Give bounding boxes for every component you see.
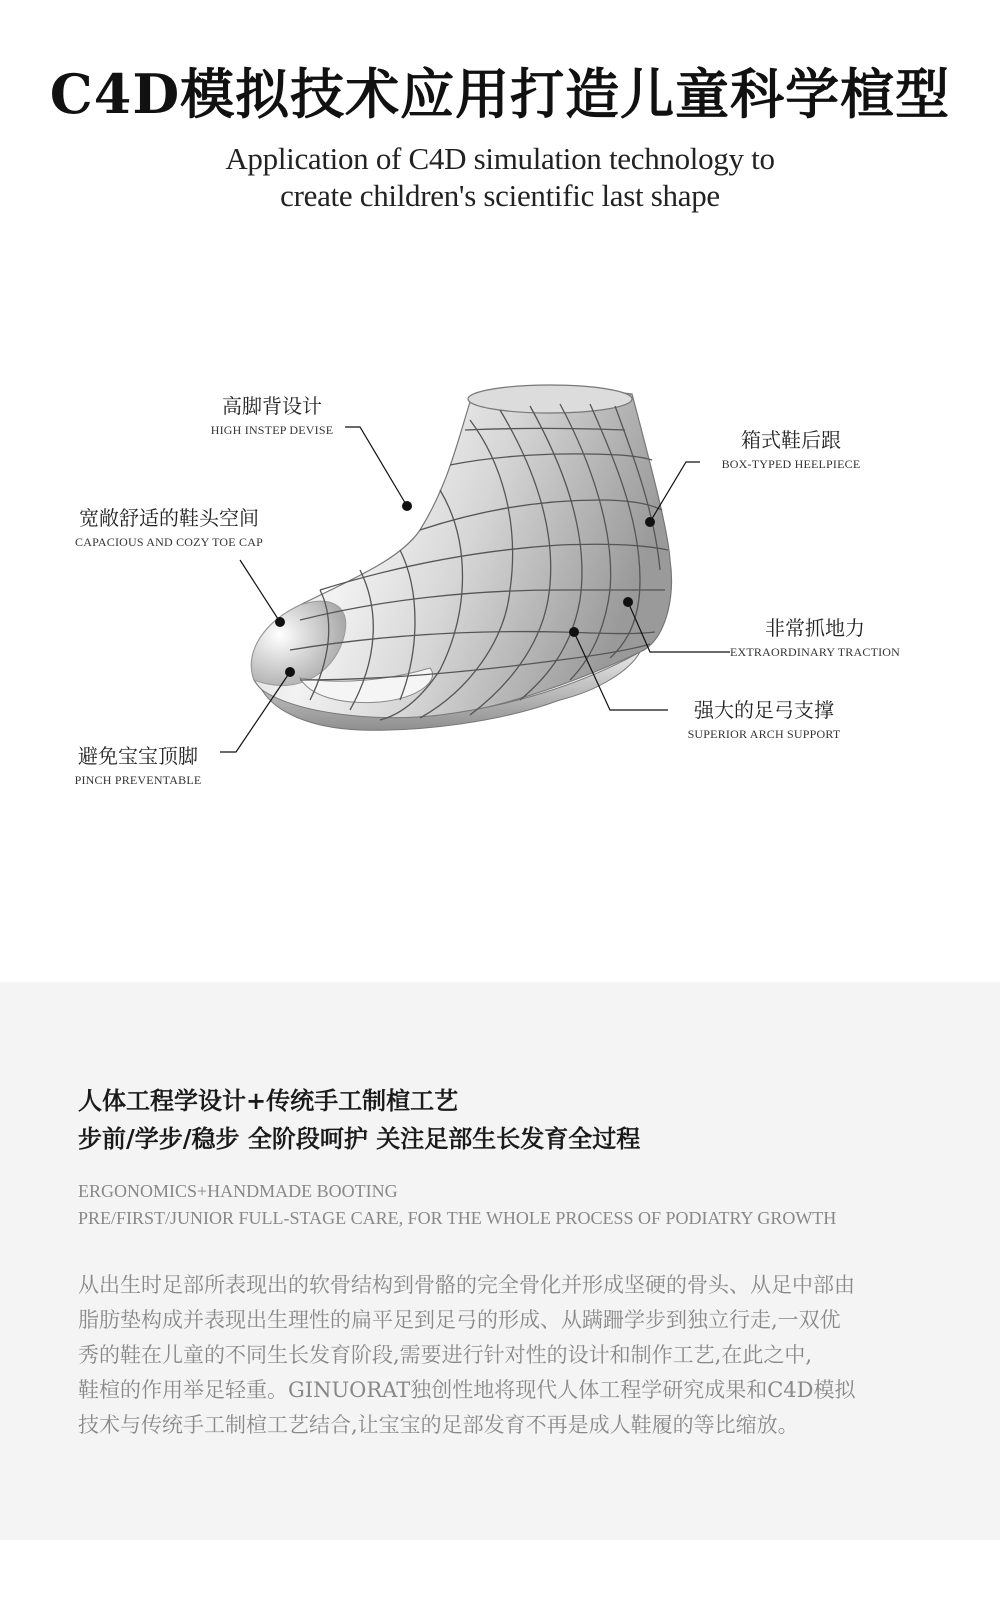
body-line: 脂肪垫构成并表现出生理性的扁平足到足弓的形成、从蹒跚学步到独立行走,一双优 [78, 1308, 841, 1332]
body-line: 秀的鞋在儿童的不同生长发育阶段,需要进行针对性的设计和制作工艺,在此之中, [78, 1343, 813, 1367]
callout-heel-en: BOX-TYPED HEELPIECE [721, 457, 861, 471]
callout-traction-cn: 非常抓地力 [765, 616, 865, 640]
panel-heading-line-1: 人体工程学设计+传统手工制楦工艺 [78, 1086, 459, 1115]
panel-sub-line-2: PRE/FIRST/JUNIOR FULL-STAGE CARE, FOR THE WHOLE PROCESS OF PODIATRY GROWTH [78, 1208, 837, 1228]
dot-pinch [285, 667, 295, 677]
body-line: 技术与传统手工制楦工艺结合,让宝宝的足部发育不再是成人鞋履的等比缩放。 [78, 1413, 799, 1437]
dot-toe [275, 617, 285, 627]
callout-toe-cap-en: CAPACIOUS AND COZY TOE CAP [75, 535, 263, 549]
last-top-opening [468, 385, 632, 413]
callout-pinch-cn: 避免宝宝顶脚 [78, 744, 198, 768]
dot-arch [569, 627, 579, 637]
shoe-last-illustration [0, 260, 1000, 900]
callout-arch-cn: 强大的足弓支撑 [694, 698, 834, 722]
dot-heel [645, 517, 655, 527]
callout-traction-en: EXTRAORDINARY TRACTION [729, 645, 901, 659]
callout-arch [678, 694, 850, 742]
panel-body-text [78, 1268, 948, 1443]
panel-sub-line-1: ERGONOMICS+HANDMADE BOOTING [78, 1181, 398, 1201]
dot-instep [402, 501, 412, 511]
panel-heading [78, 1082, 640, 1158]
page-subtitle [150, 140, 850, 214]
callout-traction [720, 612, 910, 660]
panel-heading-line-2: 步前/学步/稳步 全阶段呵护 关注足部生长发育全过程 [78, 1124, 641, 1153]
callout-instep [197, 390, 347, 438]
dot-traction [623, 597, 633, 607]
callout-instep-cn: 高脚背设计 [222, 394, 322, 418]
panel-subheading [78, 1178, 836, 1232]
callout-pinch [68, 740, 208, 788]
leader-toe [240, 560, 280, 622]
callout-heel-cn: 箱式鞋后跟 [741, 428, 841, 452]
callout-arch-en: SUPERIOR ARCH SUPPORT [687, 727, 841, 741]
callout-toe-cap [68, 502, 270, 550]
subtitle-line-2: create children's scientific last shape [280, 178, 720, 213]
shoe-last-figure [0, 260, 1000, 900]
callout-pinch-en: PINCH PREVENTABLE [74, 773, 202, 787]
description-panel [0, 982, 1000, 1540]
subtitle-line-1: Application of C4D simulation technology to [225, 141, 775, 176]
leader-instep [345, 427, 407, 506]
callout-toe-cap-cn: 宽敞舒适的鞋头空间 [79, 506, 259, 530]
body-line: 从出生时足部所表现出的软骨结构到骨骼的完全骨化并形成坚硬的骨头、从足中部由 [78, 1273, 855, 1297]
page-title: C4D模拟技术应用打造儿童科学楦型 [49, 62, 951, 126]
body-line: 鞋楦的作用举足轻重。GINUORAT独创性地将现代人体工程学研究成果和C4D模拟 [78, 1378, 856, 1402]
callout-instep-en: HIGH INSTEP DEVISE [210, 423, 334, 437]
callout-heel [716, 424, 866, 472]
